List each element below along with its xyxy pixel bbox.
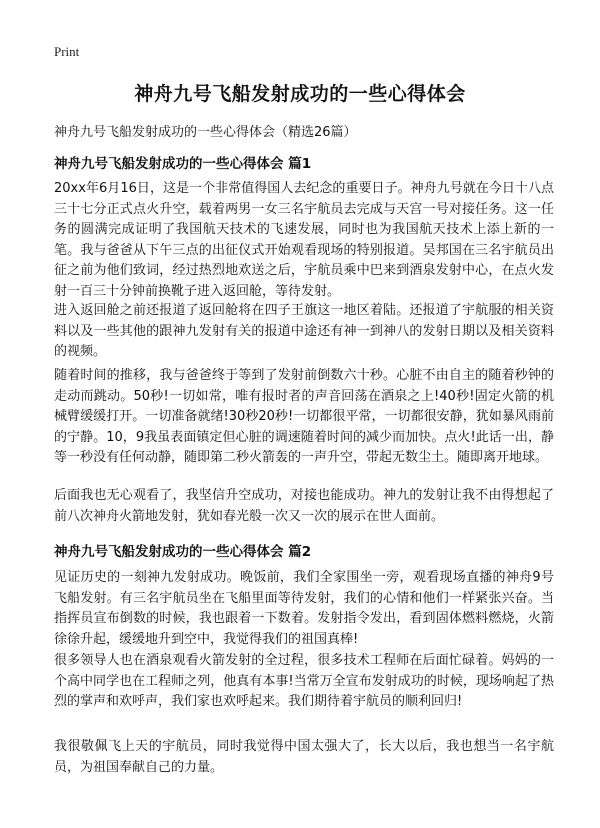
section-heading: 神舟九号飞船发射成功的一些心得体会 篇1 bbox=[54, 156, 312, 172]
paragraph: 见证历史的一刻神九发射成功。晚饭前，我们全家围坐一旁，观看现场直播的神舟9号飞船发射。有三名宇航员坐在飞船里面等待发射，我们的心情和他们一样紧张兴奋。当指挥员宣布倒数的时候，我也跟着一下数着。发射指令发出，看到固体燃料燃烧，火箭徐徐升起，缓缓地升到空中，我觉得我们的祖国真棒! bbox=[54, 570, 554, 647]
page-subtitle: 神舟九号飞船发射成功的一些心得体会（精选26篇） bbox=[54, 125, 357, 140]
paragraph: 后面我也无心观看了，我坚信升空成功，对接也能成功。神九的发射让我不由得想起了前八次神舟火箭地发射，犹如春光般一次又一次的展示在世人面前。 bbox=[54, 488, 554, 524]
paragraph: 进入返回舱之前还报道了返回舱将在四子王旗这一地区着陆。还报道了宇航服的相关资料以及一些其他的跟神九发射有关的报道中途还有神一到神八的发射日期以及相关资料的视频。 bbox=[54, 303, 554, 359]
paragraph: 20xx年6月16日，这是一个非常值得国人去纪念的重要日子。神舟九号就在今日十八点三十七分正式点火升空，载着两男一女三名宇航员去完成与天宫一号对接任务。这一任务的圆满完成证明了我国航天技术的飞速发展，同时也为我国航天技术上添上新的一笔。我与爸爸从下午三点的出征仪式开始观看现场的特别报道。吴邦国在三名宇航员出征之前为他们致词，经过热烈地欢送之后，宇航员乘中巴来到酒泉发射中心，在点火发射一百三十分钟前换靴子进入返回舱，等待发射。 bbox=[54, 181, 554, 299]
print-link[interactable]: Print bbox=[54, 44, 80, 59]
paragraph: 随着时间的推移，我与爸爸终于等到了发射前倒数六十秒。心脏不由自主的随着秒钟的走动而跳动。50秒!一切如常，唯有报时者的声音回荡在酒泉之上!40秒!固定火箭的机械臂缓缓打开。一切准备就绪!30秒20秒!一切都很平常，一切都很安静，犹如暴风雨前的宁静。10，9我虽表面镇定但心脏的调速随着时间的减少而加快。点火!此话一出，静等一秒没有任何动静，随即第二秒火箭轰的一声升空，带起无数尘土。随即离开地球。 bbox=[54, 368, 554, 465]
page-title: 神舟九号飞船发射成功的一些心得体会 bbox=[134, 83, 466, 105]
paragraph: 很多领导人也在酒泉观看火箭发射的全过程，很多技术工程师在后面忙碌着。妈妈的一个高中同学也在工程师之列，他真有本事!当常万全宣布发射成功的时候，现场响起了热烈的掌声和欢呼声，我们家也欢呼起来。我们期待着宇航员的顺利回归! bbox=[54, 653, 554, 709]
paragraph: 我很敬佩飞上天的宇航员，同时我觉得中国太强大了，长大以后，我也想当一名宇航员，为祖国奉献自己的力量。 bbox=[54, 739, 554, 775]
section-heading: 神舟九号飞船发射成功的一些心得体会 篇2 bbox=[54, 544, 312, 560]
